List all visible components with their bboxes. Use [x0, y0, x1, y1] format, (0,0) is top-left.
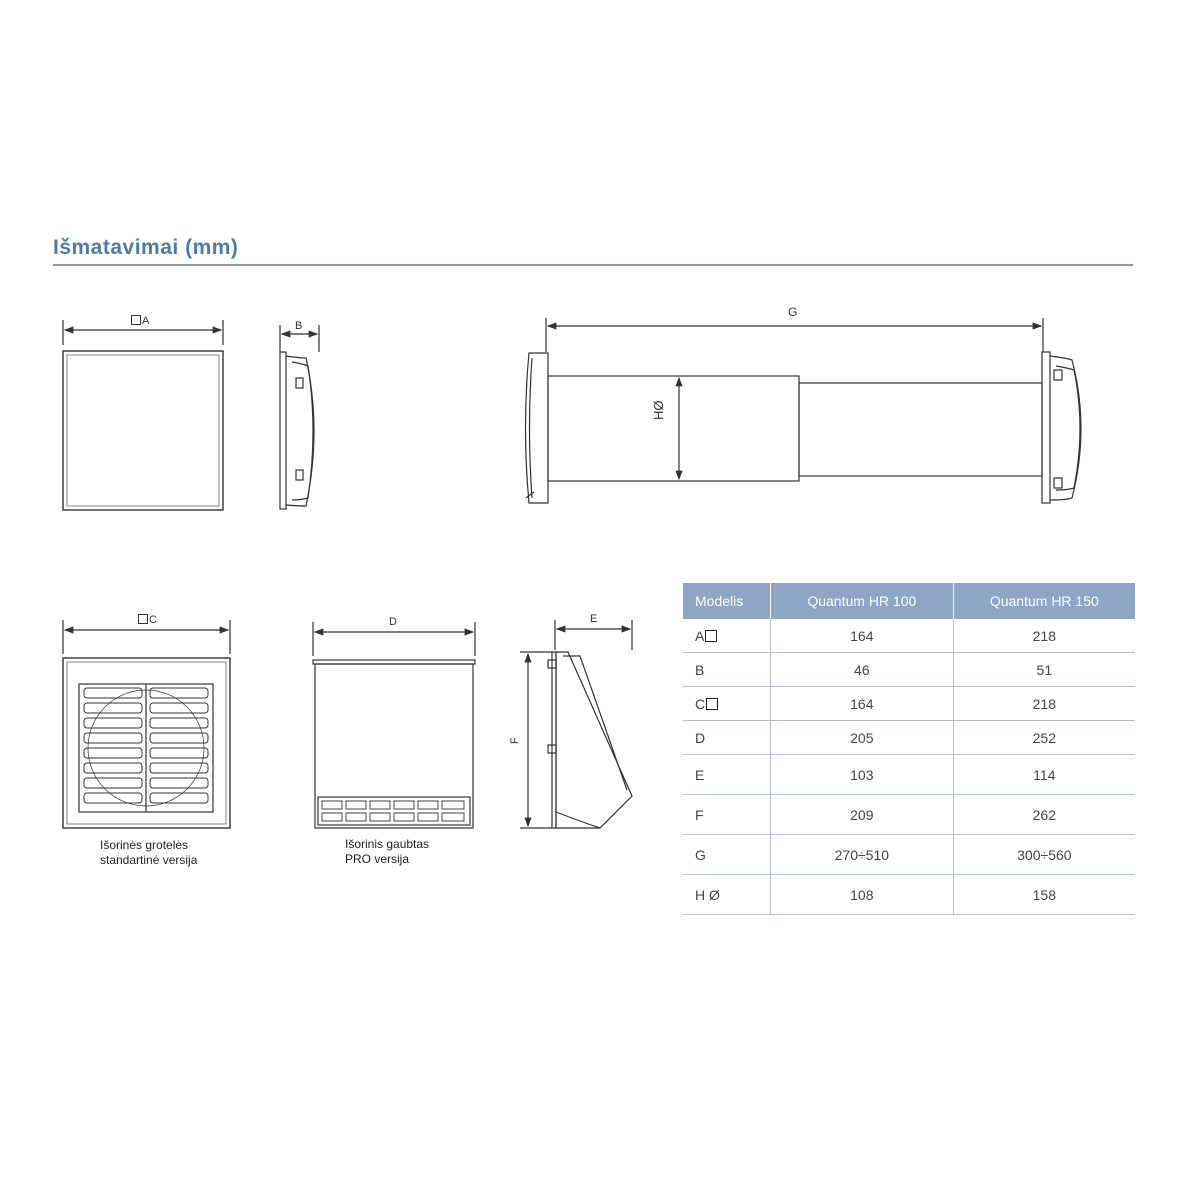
- header-model: Modelis: [683, 583, 771, 619]
- square-symbol-icon: [705, 630, 717, 642]
- square-symbol-icon: [706, 698, 718, 710]
- table-row: [683, 795, 1135, 835]
- row-label: C: [683, 687, 771, 721]
- dimension-label-f: F: [509, 737, 521, 744]
- dimension-label-g: G: [788, 305, 798, 319]
- hood-caption-line1: Išorinis gaubtas: [345, 837, 430, 851]
- square-symbol-icon: [138, 614, 148, 624]
- grille-caption: [100, 838, 197, 868]
- row-label: H Ø: [683, 875, 771, 915]
- table-row: [683, 687, 1135, 721]
- dimensions-table: [683, 583, 1135, 915]
- cell-hr150: 252: [953, 721, 1135, 755]
- cell-hr100: 108: [771, 875, 954, 915]
- cell-hr100: 164: [771, 619, 954, 653]
- hood-caption: [345, 837, 429, 867]
- dimension-label-c: C: [138, 613, 157, 627]
- dimension-label-h: HØ: [651, 400, 666, 420]
- dimension-label-a: A: [131, 314, 149, 328]
- cell-hr100: 270÷510: [771, 835, 954, 875]
- panel-a-front-view: [63, 320, 223, 510]
- row-label: G: [683, 835, 771, 875]
- row-label: D: [683, 721, 771, 755]
- grille-caption-line1: Išorinės grotelės: [100, 838, 189, 852]
- dimension-label-d: D: [389, 616, 397, 628]
- cell-hr150: 158: [953, 875, 1135, 915]
- dimension-label-e: E: [590, 613, 598, 625]
- table-header-row: [683, 583, 1135, 619]
- panel-ef-hood-side: [520, 620, 632, 828]
- row-label: B: [683, 653, 771, 687]
- panel-c-external-grille: [63, 620, 230, 828]
- header-hr100: Quantum HR 100: [771, 583, 954, 619]
- hood-caption-line2: PRO versija: [345, 852, 410, 866]
- square-symbol-icon: [131, 315, 141, 325]
- table-row: [683, 653, 1135, 687]
- row-label: A: [683, 619, 771, 653]
- cell-hr150: 300÷560: [953, 835, 1135, 875]
- cell-hr150: 51: [953, 653, 1135, 687]
- cell-hr100: 46: [771, 653, 954, 687]
- cell-hr100: 164: [771, 687, 954, 721]
- panel-b-side-view: [280, 325, 319, 509]
- cell-hr100: 103: [771, 755, 954, 795]
- cell-hr150: 114: [953, 755, 1135, 795]
- cell-hr100: 209: [771, 795, 954, 835]
- table-row: [683, 835, 1135, 875]
- table-row: [683, 619, 1135, 653]
- cell-hr150: 218: [953, 619, 1135, 653]
- grille-caption-line2: standartinė versija: [100, 853, 198, 867]
- table-row: [683, 875, 1135, 915]
- unit-side-view: [526, 318, 1082, 503]
- table-row: [683, 721, 1135, 755]
- row-label: E: [683, 755, 771, 795]
- page-title: Išmatavimai (mm): [53, 236, 239, 259]
- header-hr150: Quantum HR 150: [953, 583, 1135, 619]
- cell-hr100: 205: [771, 721, 954, 755]
- dimension-label-b: B: [295, 320, 303, 332]
- cell-hr150: 262: [953, 795, 1135, 835]
- panel-d-external-hood: [313, 622, 475, 828]
- table-row: [683, 755, 1135, 795]
- cell-hr150: 218: [953, 687, 1135, 721]
- row-label: F: [683, 795, 771, 835]
